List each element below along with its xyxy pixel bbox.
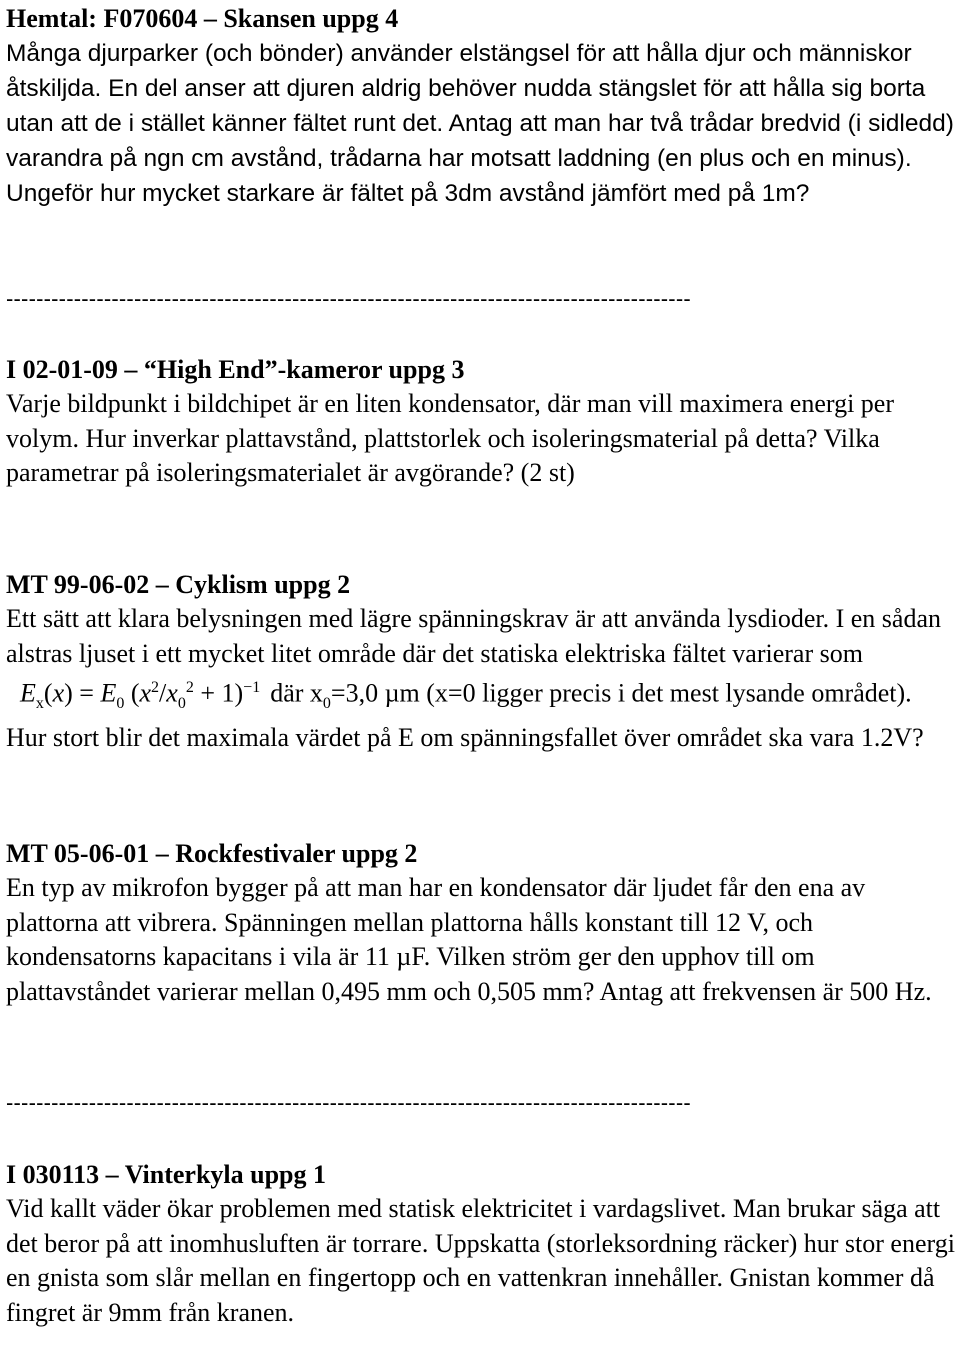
section-cyklism — [6, 568, 956, 756]
section-body-part1: Ett sätt att klara belysningen med lägre spänningskrav är att använda lysdioder. I en sådan alstras ljuset i ett mycket litet område där det statiska elektriska fältet varierar som — [6, 604, 941, 668]
section-body: En typ av mikrofon bygger på att man har en kondensator där ljudet får den ena av plattorna att vibrera. Spänningen mellan plattorna hålls konstant till 12 V, och kondensatorns kapacitans i vila är 11 µF. Vilken ström ger den upphov till om plattavståndet varierar mellan 0,495 mm och 0,505 mm? Antag att frekvensen är 500 Hz. — [6, 873, 932, 1006]
section-body — [6, 602, 956, 756]
section-heading: I 030113 – Vinterkyla uppg 1 — [6, 1160, 327, 1189]
divider: ------------------------------------------------------------------------------------------- — [6, 1090, 691, 1115]
section-body: Vid kallt väder ökar problemen med statisk elektricitet i vardagslivet. Man brukar säga att det beror på att inomhusluften är torrare. Uppskatta (storleksordning räcker) hur stor energi en gnista som slår mellan en fingertopp och en vattenkran innehåller. Gnistan kommer då fingret är 9mm från kranen. — [6, 1194, 955, 1327]
section-high-end — [6, 353, 956, 491]
section-heading: Hemtal: F070604 – Skansen uppg 4 — [6, 4, 399, 33]
section-body-part2-lead: där x — [270, 678, 323, 708]
divider: ------------------------------------------------------------------------------------------- — [6, 286, 691, 311]
section-body: Varje bildpunkt i bildchipet är en liten kondensator, där man vill maximera energi per volym. Hur inverkar plattavstånd, plattstorlek och isoleringsmaterial på detta? Vilka parametrar på isoleringsmaterialet är avgörande? (2 st) — [6, 389, 894, 487]
field-formula: $E_x(x) = E_0$ $(x^2/x_0^2 + 1)^{-1}$ — [20, 678, 261, 712]
section-body-part2-sub: 0 — [322, 694, 331, 712]
section-skansen — [6, 2, 956, 211]
section-heading: MT 05-06-01 – Rockfestivaler uppg 2 — [6, 839, 418, 868]
section-rockfestivaler — [6, 837, 956, 1009]
section-body: Många djurparker (och bönder) använder elstängsel för att hålla djur och människor åtskiljda. En del anser att djuren aldrig behöver nudda stängslet för att hålla sig borta utan att de i stället känner fältet runt det. Antag att man har två trådar bredvid (i sidledd) varandra på ngn cm avstånd, trådarna har motsatt laddning (en plus och en minus). Ungeför hur mycket starkare är fältet på 3dm avstånd jämfört med på 1m? — [6, 40, 954, 207]
section-vinterkyla — [6, 1158, 956, 1330]
section-body-part2: =3,0 µm (x=0 ligger precis i det mest lysande området). Hur stort blir det maximala värdet på E om spänningsfallet över området ska vara 1.2V? — [6, 678, 924, 753]
section-heading: MT 99-06-02 – Cyklism uppg 2 — [6, 570, 351, 599]
section-heading: I 02-01-09 – “High End”-kameror uppg 3 — [6, 355, 465, 384]
